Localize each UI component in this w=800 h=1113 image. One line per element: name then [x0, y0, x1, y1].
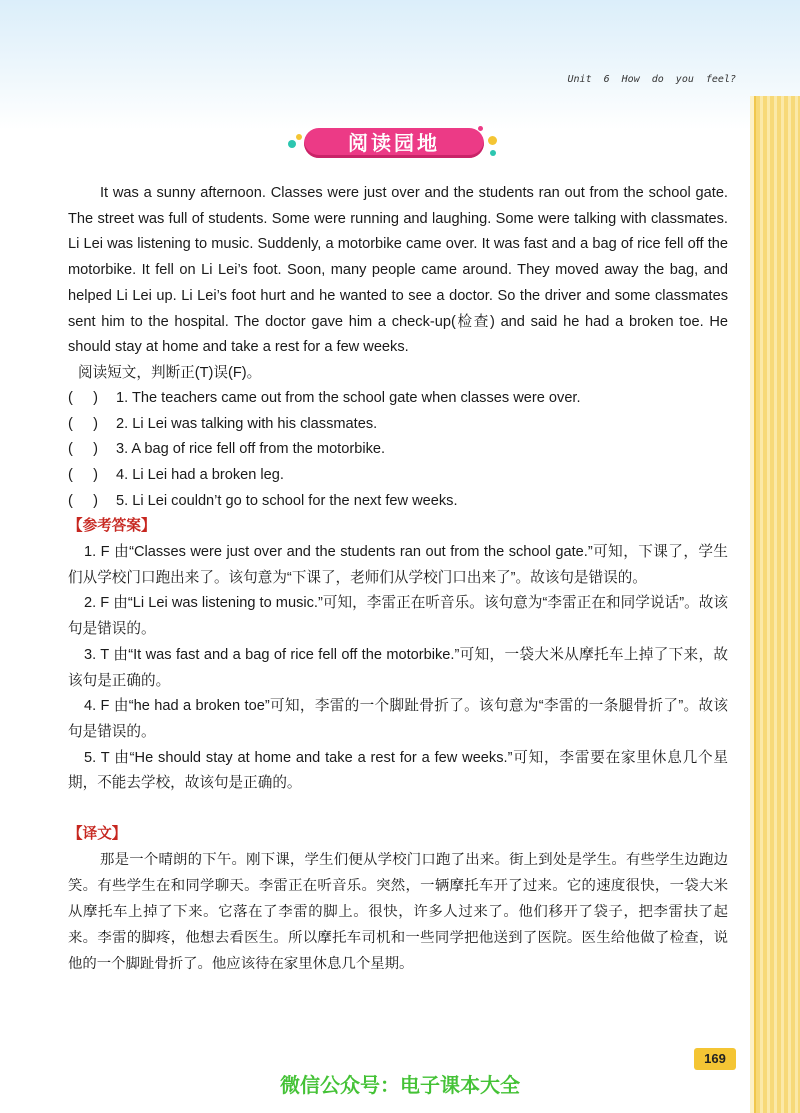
question-item: [68, 412, 728, 438]
running-head: Unit 6 How do you feel?: [567, 74, 736, 85]
question-text: 3. A bag of rice fell off from the motorbike.: [116, 441, 386, 458]
translation-block: [68, 848, 728, 978]
answer-item: 4. F 由“he had a broken toe”可知，李雷的一个脚趾骨折了。该句意为“李雷的一条腿骨折了”。故该句是错误的。: [68, 698, 728, 740]
page-number: 169: [694, 1048, 736, 1070]
translation-paragraph: 那是一个晴朗的下午。刚下课，学生们便从学校门口跑了出来。街上到处是学生。有些学生边跑边笑。有些学生在和同学聊天。李雷正在听音乐。突然，一辆摩托车开了过来。它的速度很快，一袋大米从摩托车上掉了下来。它落在了李雷的脚上。很快，许多人过来了。他们移开了袋子，把李雷扶了起来。李雷的脚疼，他想去看医生。所以摩托车司机和一些同学把他送到了医院。医生给他做了检查，说他的一个脚趾骨折了。他应该待在家里休息几个星期。: [68, 852, 728, 972]
question-item: [68, 437, 728, 463]
passage-paragraph: It was a sunny afternoon. Classes were just over and the students ran out from the school gate. The street was full of students. Some were running and laughing. Some were talking with classmates. Li Lei was listening to music. Suddenly, a motorbike came over. It was fast and a bag of rice fell off the motorbike. It fell on Li Lei’s foot. Soon, many people came around. They moved away the bag, and helped Li Lei up. Li Lei’s foot hurt and he wanted to see a doctor. So the driver and some classmates sent him to the hospital. The doctor gave him a check-up(检查) and said he had a broken toe. He should stay at home and take a rest for a few weeks.: [68, 185, 728, 356]
answer-item: 1. F 由“Classes were just over and the students ran out from the school gate.”可知，下课了，学生们从学校门口跑出来了。该句意为“下课了，老师们从学校门口出来了”。故该句是错误的。: [68, 544, 728, 586]
answer-item: 5. T 由“He should stay at home and take a rest for a few weeks.”可知，李雷要在家里休息几个星期，不能去学校，故该句是正确的。: [68, 749, 728, 792]
decor-dot-icon: [296, 134, 302, 140]
exercise-instructions: 阅读短文，判断正(T)误(F)。: [78, 365, 262, 381]
decor-dot-icon: [288, 140, 296, 148]
answer-blank: ( ): [68, 441, 98, 458]
question-text: 2. Li Lei was talking with his classmates.: [116, 415, 378, 432]
reading-passage: [68, 181, 728, 361]
question-item: [68, 386, 728, 412]
page-header-background: [0, 0, 800, 130]
decor-dot-icon: [488, 136, 497, 145]
question-list: [68, 386, 728, 514]
answers-heading: 【参考答案】: [68, 518, 156, 534]
answer-key: [68, 540, 728, 797]
section-title: 阅读园地: [348, 131, 440, 155]
question-item: [68, 463, 728, 489]
translation-heading: 【译文】: [68, 826, 127, 842]
answer-blank: ( ): [68, 492, 98, 509]
answer-blank: ( ): [68, 390, 98, 406]
question-text: 4. Li Lei had a broken leg.: [116, 467, 284, 484]
watermark: 微信公众号：电子课本大全: [280, 1073, 520, 1097]
question-text: 1. The teachers came out from the school gate when classes were over.: [116, 390, 581, 406]
decor-dot-icon: [490, 150, 496, 156]
answer-blank: ( ): [68, 415, 98, 432]
page-stack-edge: [754, 96, 800, 1113]
answer-item: 2. F 由“Li Lei was listening to music.”可知，李雷正在听音乐。该句意为“李雷正在和同学说话”。故该句是错误的。: [68, 595, 728, 638]
answer-blank: ( ): [68, 467, 98, 484]
question-item: [68, 489, 728, 515]
section-banner: [288, 126, 500, 162]
question-text: 5. Li Lei couldn’t go to school for the next few weeks.: [116, 492, 458, 509]
answer-item: 3. T 由“It was fast and a bag of rice fell off the motorbike.”可知，一袋大米从摩托车上掉了下来，故该句是正确的。: [68, 646, 728, 689]
